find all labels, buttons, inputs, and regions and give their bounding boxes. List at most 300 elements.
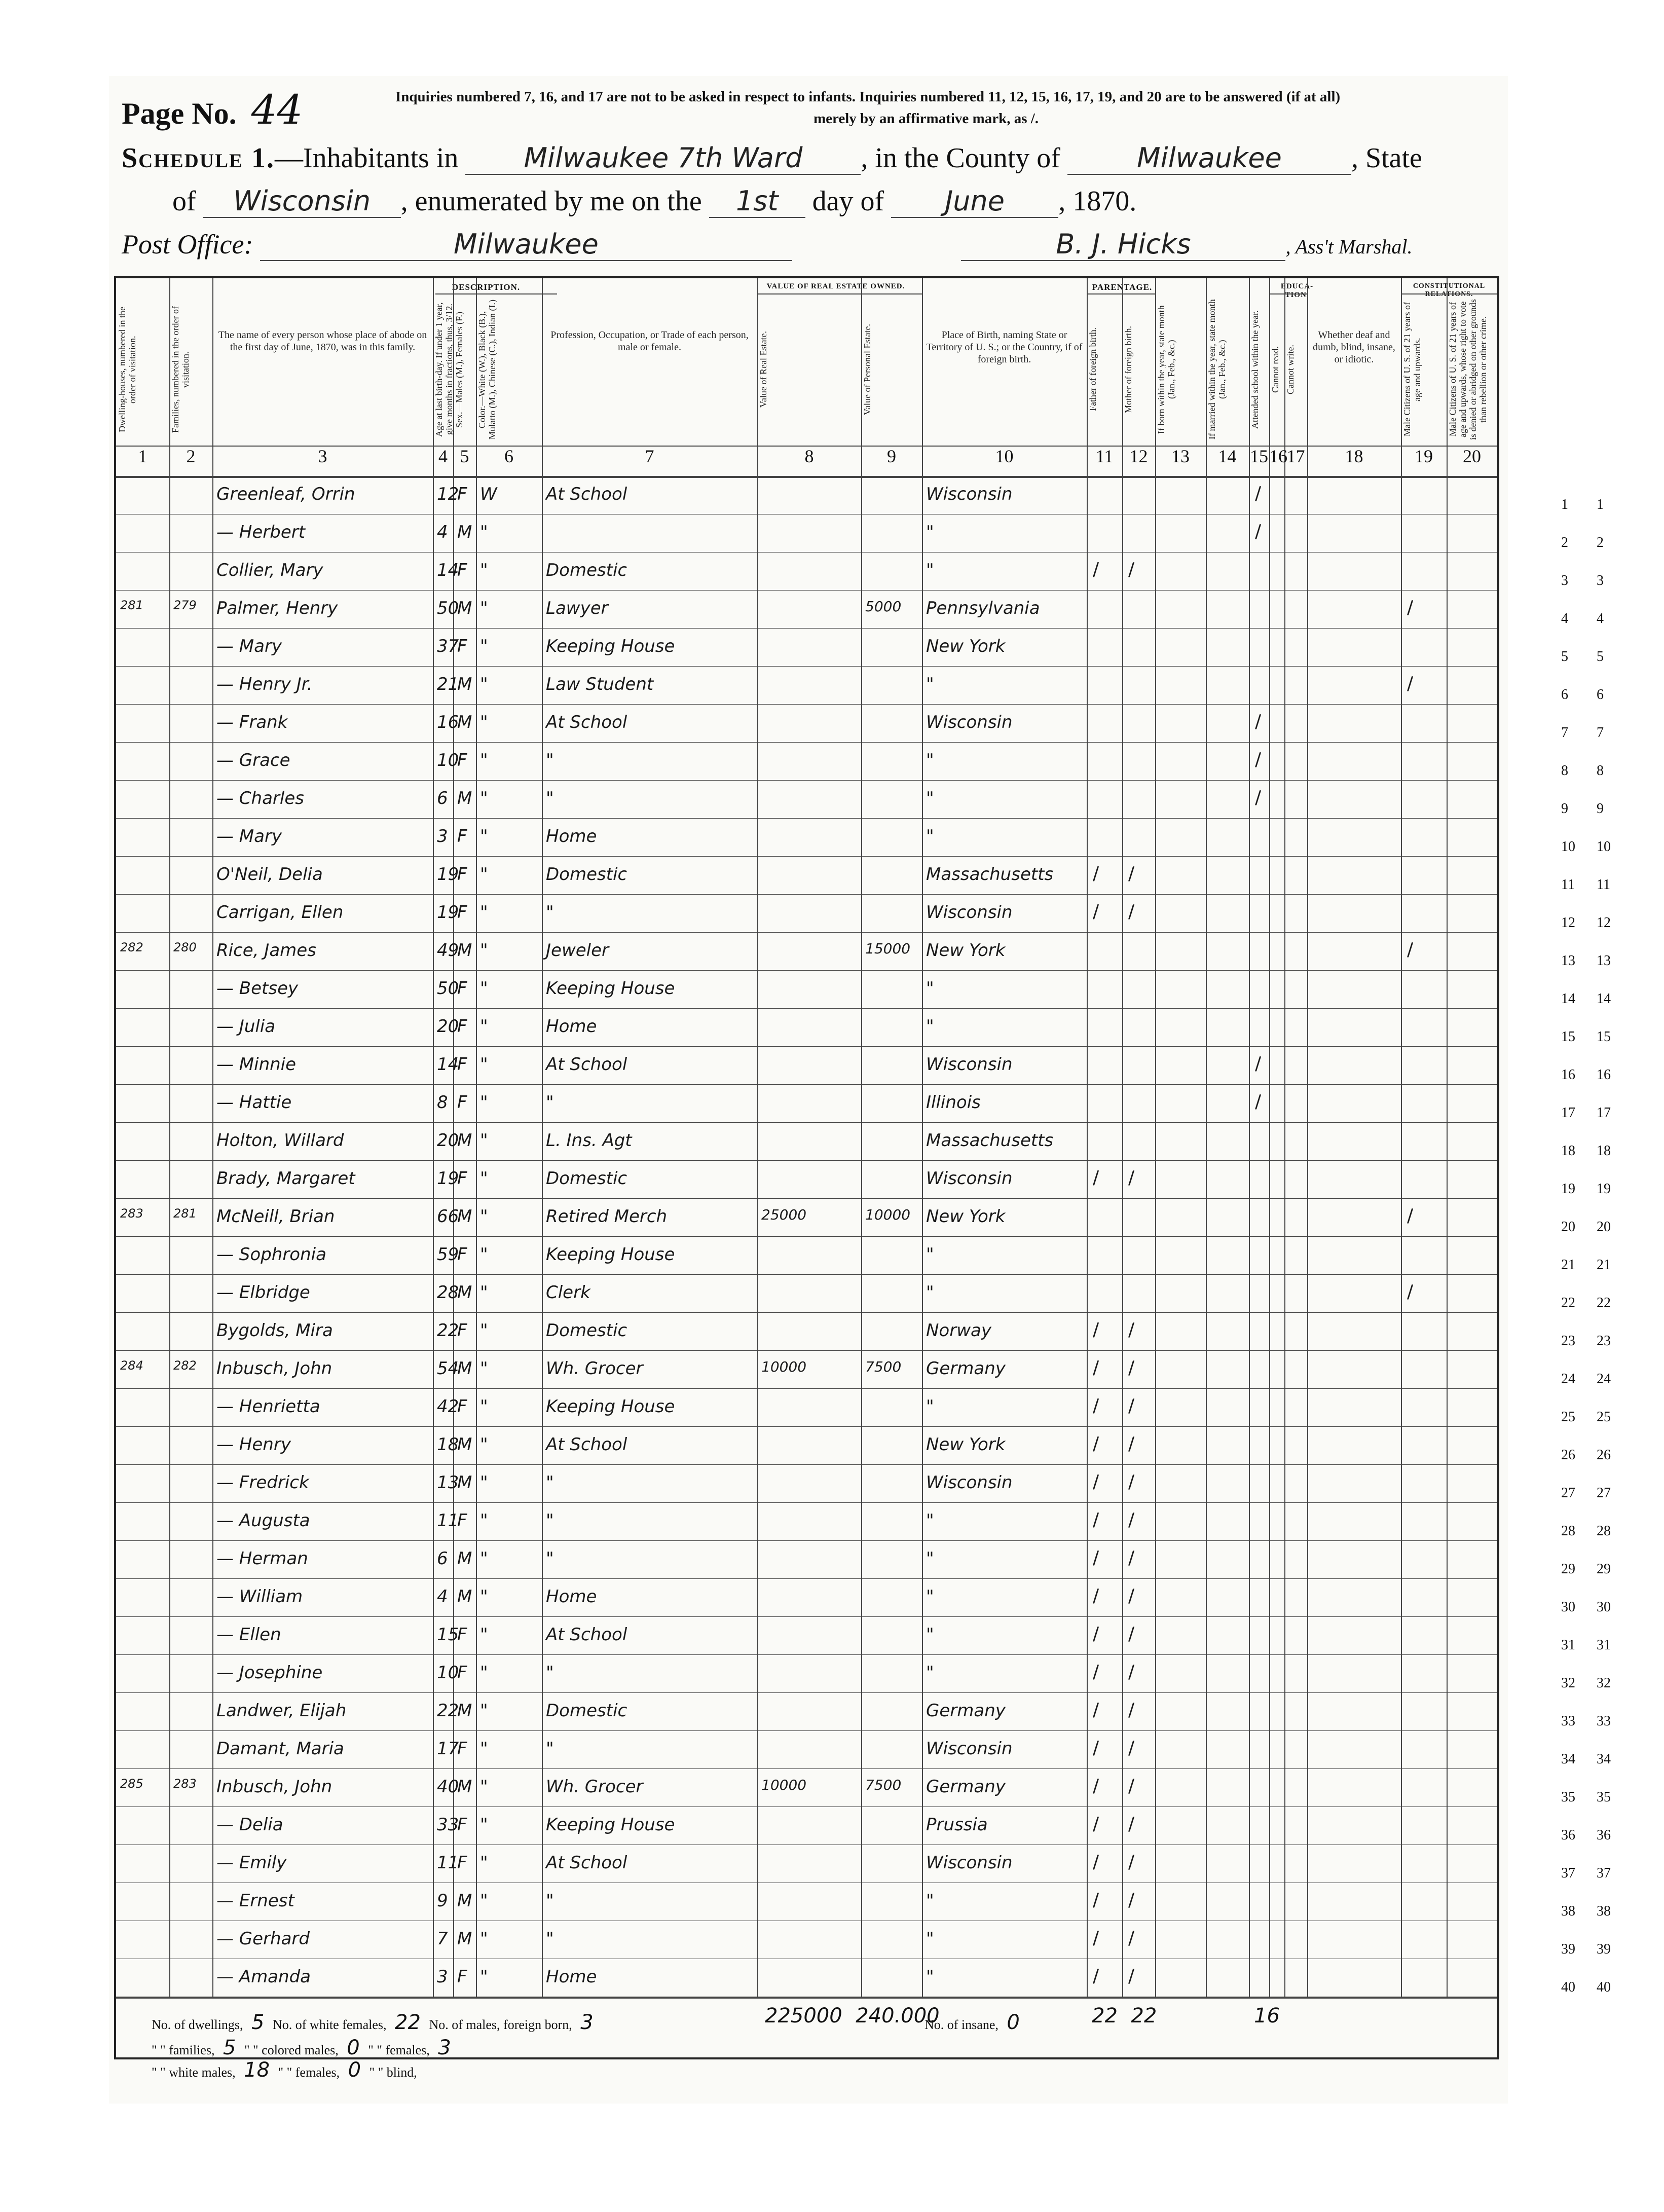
adjacent-row-number: 12: [1561, 915, 1575, 931]
mother-foreign-mark: /: [1128, 1509, 1135, 1530]
age: 3: [437, 826, 448, 846]
person-name: — Henry Jr.: [216, 674, 313, 694]
father-foreign-mark: /: [1093, 1586, 1099, 1606]
person-name: — Mary: [216, 636, 282, 656]
adjacent-row-number: 31: [1597, 1637, 1611, 1653]
adjacent-row-number: 26: [1597, 1447, 1611, 1463]
occupation: ": [546, 750, 554, 770]
post-office-value: Milwaukee: [260, 228, 792, 261]
column-header-19: Male Citizens of U. S. of 21 years of age and upwards.: [1402, 302, 1422, 437]
mother-foreign-mark: /: [1128, 559, 1135, 580]
father-foreign-mark: /: [1093, 1700, 1099, 1720]
families-count: 5: [223, 2036, 236, 2059]
color: ": [480, 1815, 488, 1835]
sex: F: [457, 1016, 467, 1037]
column-number-4: 4: [438, 446, 448, 466]
adjacent-row-number: 25: [1597, 1409, 1611, 1425]
column-divider: [1447, 278, 1448, 1997]
age: 22: [437, 1701, 459, 1721]
column-number-7: 7: [645, 446, 654, 466]
age: 14: [437, 1054, 459, 1075]
adjacent-row-number: 38: [1597, 1903, 1611, 1919]
age: 18: [437, 1434, 459, 1455]
adjacent-row-number: 32: [1561, 1675, 1575, 1691]
adjacent-row-number: 36: [1597, 1827, 1611, 1843]
father-foreign-mark: /: [1093, 1319, 1099, 1340]
occupation: L. Ins. Agt: [546, 1130, 632, 1151]
column-header-13: If born within the year, state month (Jan., Feb., &c.): [1156, 305, 1176, 434]
person-name: — Ellen: [216, 1625, 281, 1645]
personal-estate-value: 15000: [865, 940, 911, 957]
birthplace: ": [926, 1510, 934, 1531]
adjacent-row-number: 1: [1561, 497, 1568, 512]
mother-foreign-mark: /: [1128, 1586, 1135, 1606]
color: ": [480, 1891, 488, 1911]
mother-foreign-mark: /: [1128, 863, 1135, 884]
person-name: — Charles: [216, 788, 304, 808]
color: ": [480, 1587, 488, 1607]
adjacent-row-number: 39: [1597, 1941, 1611, 1957]
person-name: — Josephine: [216, 1663, 323, 1683]
row-divider: [116, 780, 1497, 781]
sex: F: [457, 1739, 467, 1759]
column-header-7: Profession, Occupation, or Trade of each person, male or female.: [550, 329, 749, 353]
column-divider: [922, 278, 923, 1997]
age: 4: [437, 1587, 448, 1607]
sex: M: [457, 1130, 472, 1151]
occupation: ": [546, 1092, 554, 1113]
blind-label: " " blind,: [369, 2065, 417, 2080]
colored-males-label: " " colored males,: [244, 2043, 339, 2057]
person-name: O'Neil, Delia: [216, 864, 323, 884]
row-divider: [116, 1692, 1497, 1693]
father-foreign-mark: /: [1093, 901, 1099, 922]
age: 4: [437, 522, 448, 542]
father-foreign-mark: /: [1093, 1167, 1099, 1188]
row-divider: [116, 590, 1497, 591]
color: ": [480, 1092, 488, 1113]
marshal-label: , Ass't Marshal.: [1285, 235, 1413, 258]
adjacent-row-number: 7: [1597, 725, 1604, 741]
color: ": [480, 1472, 488, 1493]
column-number-13: 13: [1171, 446, 1190, 466]
adjacent-row-number: 8: [1597, 763, 1604, 779]
birthplace: ": [926, 1663, 934, 1683]
state-value: Wisconsin: [203, 185, 401, 218]
column-header-12: Mother of foreign birth.: [1123, 326, 1133, 413]
enumerated-text: , enumerated by me on the: [400, 186, 702, 217]
column-divider: [169, 278, 170, 1997]
adjacent-row-number: 34: [1597, 1751, 1611, 1767]
age: 21: [437, 674, 459, 694]
adjacent-row-number: 16: [1561, 1067, 1575, 1083]
sex: M: [457, 1434, 472, 1455]
birthplace: ": [926, 1587, 934, 1607]
schedule-line: [122, 142, 1422, 175]
column-divider: [1206, 278, 1207, 1997]
header-divider: [116, 476, 1497, 478]
adjacent-row-number: 15: [1561, 1029, 1575, 1045]
adjacent-row-number: 23: [1597, 1333, 1611, 1349]
occupation: Keeping House: [546, 636, 675, 656]
column-number-14: 14: [1218, 446, 1237, 466]
row-divider: [116, 1084, 1497, 1085]
birthplace: New York: [926, 1206, 1006, 1227]
footer-line-2: [152, 2036, 456, 2059]
column-header-17: Cannot write.: [1285, 345, 1296, 394]
row-divider: [116, 856, 1497, 857]
adjacent-row-number: 13: [1597, 953, 1611, 969]
person-name: Brady, Margaret: [216, 1168, 355, 1189]
adjacent-row-number: 3: [1597, 573, 1604, 588]
occupation: Keeping House: [546, 978, 675, 999]
real-estate-total: 225000: [765, 2004, 842, 2027]
adjacent-row-number: 11: [1597, 877, 1610, 893]
age: 54: [437, 1358, 459, 1379]
person-name: — Fredrick: [216, 1472, 309, 1493]
age: 17: [437, 1739, 459, 1759]
age: 13: [437, 1472, 459, 1493]
age: 15: [437, 1625, 459, 1645]
personal-estate-value: 5000: [865, 598, 902, 615]
adjacent-row-number: 2: [1561, 535, 1568, 550]
adjacent-row-number: 19: [1597, 1181, 1611, 1197]
sex: F: [457, 750, 467, 770]
family-number: 280: [173, 940, 197, 954]
footer-line-1: [152, 2011, 599, 2034]
color: ": [480, 1929, 488, 1949]
family-number: 282: [173, 1358, 197, 1373]
column-number-12: 12: [1129, 446, 1148, 466]
row-divider: [116, 1426, 1497, 1427]
color: ": [480, 1320, 488, 1341]
age: 50: [437, 598, 459, 618]
age: 42: [437, 1396, 459, 1417]
adjacent-row-number: 24: [1597, 1371, 1611, 1387]
person-name: — Delia: [216, 1815, 283, 1835]
column-number-16: 16: [1269, 446, 1287, 466]
column-header-3: The name of every person whose place of abode on the first day of June, 1870, was in this family.: [218, 329, 427, 353]
column-header-15: Attended school within the year.: [1250, 310, 1260, 429]
occupation: Home: [546, 1967, 597, 1987]
mother-foreign-mark: /: [1128, 1395, 1135, 1416]
row-divider: [116, 1160, 1497, 1161]
person-name: Damant, Maria: [216, 1739, 344, 1759]
sex: F: [457, 484, 467, 504]
adjacent-row-number: 15: [1597, 1029, 1611, 1045]
sex: M: [457, 1549, 472, 1569]
school-total: 16: [1254, 2004, 1280, 2027]
age: 16: [437, 712, 459, 732]
age: 22: [437, 1320, 459, 1341]
father-foreign-mark: /: [1093, 1928, 1099, 1948]
real-estate-value: 10000: [761, 1358, 807, 1375]
person-name: McNeill, Brian: [216, 1206, 335, 1227]
citizen-mark: /: [1407, 673, 1414, 694]
birthplace: Germany: [926, 1701, 1006, 1721]
sex: F: [457, 902, 467, 923]
birthplace: ": [926, 1396, 934, 1417]
color: ": [480, 1396, 488, 1417]
color: ": [480, 1282, 488, 1303]
schedule-label: Schedule 1.: [122, 142, 275, 174]
sex: M: [457, 1282, 472, 1303]
occupation: Domestic: [546, 1320, 627, 1341]
birthplace: Wisconsin: [926, 1472, 1013, 1493]
birthplace: Wisconsin: [926, 902, 1013, 923]
color: ": [480, 1016, 488, 1037]
adjacent-row-number: 3: [1561, 573, 1568, 588]
color: ": [480, 864, 488, 884]
group-underline: [1269, 293, 1307, 294]
sex: M: [457, 712, 472, 732]
inhabitants-text: —Inhabitants in: [275, 142, 459, 174]
adjacent-row-number: 33: [1597, 1713, 1611, 1729]
sex: M: [457, 1891, 472, 1911]
birthplace: ": [926, 1967, 934, 1987]
column-header-11: Father of foreign birth.: [1088, 327, 1098, 412]
families-label: " " families,: [152, 2043, 215, 2057]
birthplace: Illinois: [926, 1092, 981, 1113]
colored-females-label: " " females,: [278, 2065, 340, 2080]
group-constitutional: CONSTITUTIONAL RELATIONS.: [1413, 282, 1486, 298]
adjacent-row-number: 24: [1561, 1371, 1575, 1387]
school-mark: /: [1255, 1091, 1262, 1112]
adjacent-row-number: 10: [1561, 839, 1575, 855]
mother-foreign-mark: /: [1128, 1167, 1135, 1188]
age: 49: [437, 940, 459, 961]
age: 20: [437, 1130, 459, 1151]
person-name: Greenleaf, Orrin: [216, 484, 355, 504]
adjacent-row-number: 21: [1597, 1257, 1611, 1273]
citizen-mark: /: [1407, 939, 1414, 960]
birthplace: Wisconsin: [926, 484, 1013, 504]
column-number-15: 15: [1250, 446, 1268, 466]
row-divider: [116, 894, 1497, 895]
group-description: DESCRIPTION.: [452, 282, 521, 292]
family-number: 281: [173, 1206, 197, 1221]
row-divider: [116, 1464, 1497, 1465]
column-divider: [212, 278, 213, 1997]
father-foreign-mark: /: [1093, 1814, 1099, 1834]
personal-estate-value: 7500: [865, 1358, 902, 1375]
column-header-6: Color.—White (W.), Black (B.), Mulatto (M.), Chinese (C.), Indian (I.): [477, 300, 497, 439]
occupation: At School: [546, 484, 627, 504]
birthplace: ": [926, 522, 934, 542]
color: ": [480, 1853, 488, 1873]
family-number: 283: [173, 1777, 197, 1791]
row-divider: [116, 1236, 1497, 1237]
adjacent-row-number: 6: [1561, 687, 1568, 703]
sex: F: [457, 1320, 467, 1341]
row-divider: [116, 1540, 1497, 1541]
school-mark: /: [1255, 521, 1262, 542]
state-text: , State: [1351, 142, 1422, 174]
age: 10: [437, 750, 459, 770]
age: 19: [437, 902, 459, 923]
age: 33: [437, 1815, 459, 1835]
color: ": [480, 788, 488, 808]
birthplace: New York: [926, 1434, 1006, 1455]
group-real-estate: VALUE OF REAL ESTATE OWNED.: [766, 282, 905, 290]
row-divider: [116, 1350, 1497, 1351]
adjacent-row-number: 25: [1561, 1409, 1575, 1425]
birthplace: ": [926, 750, 934, 770]
adjacent-row-number: 6: [1597, 687, 1604, 703]
row-divider: [116, 1578, 1497, 1579]
age: 14: [437, 560, 459, 580]
row-divider: [116, 628, 1497, 629]
person-name: Landwer, Elijah: [216, 1701, 347, 1721]
column-number-3: 3: [318, 446, 327, 466]
occupation: Wh. Grocer: [546, 1777, 643, 1797]
group-underline: [435, 293, 557, 294]
family-number: 279: [173, 598, 197, 612]
column-header-8: Value of Real Estate.: [758, 331, 768, 408]
white-females-label: No. of white females,: [273, 2017, 387, 2032]
person-name: Inbusch, John: [216, 1358, 332, 1379]
color: ": [480, 1549, 488, 1569]
page-number-value: 44: [251, 86, 303, 133]
birthplace: ": [926, 978, 934, 999]
color: ": [480, 1510, 488, 1531]
mother-foreign-mark: /: [1128, 1357, 1135, 1378]
males-foreign-label: No. of males, foreign born,: [429, 2017, 572, 2032]
row-divider: [116, 970, 1497, 971]
group-underline: [1401, 293, 1497, 294]
column-divider: [433, 278, 434, 1997]
day-value: 1st: [709, 185, 805, 218]
adjacent-row-number: 38: [1561, 1903, 1575, 1919]
adjacent-row-number: 33: [1561, 1713, 1575, 1729]
sex: F: [457, 1510, 467, 1531]
father-foreign-mark: /: [1093, 1662, 1099, 1682]
color: ": [480, 1130, 488, 1151]
adjacent-row-number: 32: [1597, 1675, 1611, 1691]
column-number-19: 19: [1415, 446, 1433, 466]
month-value: June: [891, 185, 1058, 218]
school-mark: /: [1255, 711, 1262, 732]
adjacent-row-number: 37: [1561, 1865, 1575, 1881]
occupation: ": [546, 1929, 554, 1949]
color: ": [480, 712, 488, 732]
person-name: — Julia: [216, 1016, 276, 1037]
sex: F: [457, 864, 467, 884]
occupation: Domestic: [546, 560, 627, 580]
sex: M: [457, 1777, 472, 1797]
group-underline: [1087, 293, 1155, 294]
real-estate-value: 10000: [761, 1777, 807, 1793]
color: ": [480, 1739, 488, 1759]
birthplace: ": [926, 1016, 934, 1037]
dwelling-number: 283: [120, 1206, 143, 1221]
person-name: — Sophronia: [216, 1244, 326, 1265]
column-divider: [1269, 278, 1270, 1997]
females-label: " " females,: [368, 2043, 430, 2057]
adjacent-row-number: 11: [1561, 877, 1575, 893]
occupation: At School: [546, 1054, 627, 1075]
mother-foreign-mark: /: [1128, 1662, 1135, 1682]
column-divider: [542, 278, 543, 1997]
person-name: — Amanda: [216, 1967, 311, 1987]
mother-foreign-mark: /: [1128, 1700, 1135, 1720]
sex: M: [457, 1358, 472, 1379]
school-mark: /: [1255, 483, 1262, 504]
sex: F: [457, 1244, 467, 1265]
mother-foreign-mark: /: [1128, 1738, 1135, 1758]
birthplace: ": [926, 1244, 934, 1265]
page-number: [122, 86, 303, 133]
column-header-5: Sex.—Males (M.), Females (F.): [454, 311, 464, 428]
personal-estate-value: 7500: [865, 1777, 902, 1793]
adjacent-row-number: 21: [1561, 1257, 1575, 1273]
person-name: — Hattie: [216, 1092, 292, 1113]
adjacent-row-number: 29: [1561, 1561, 1575, 1577]
mother-foreign-mark: /: [1128, 1928, 1135, 1948]
birthplace: Pennsylvania: [926, 598, 1040, 618]
age: 7: [437, 1929, 448, 1949]
color: ": [480, 1625, 488, 1645]
column-header-16: Cannot read.: [1270, 346, 1280, 393]
person-name: Holton, Willard: [216, 1130, 344, 1151]
census-table: [114, 276, 1499, 2082]
color: ": [480, 636, 488, 656]
person-name: Carrigan, Ellen: [216, 902, 344, 923]
person-name: — Grace: [216, 750, 290, 770]
adjacent-row-number: 17: [1597, 1105, 1611, 1121]
adjacent-row-number: 20: [1561, 1219, 1575, 1235]
adjacent-row-number: 5: [1597, 649, 1604, 665]
adjacent-row-number: 19: [1561, 1181, 1575, 1197]
column-number-8: 8: [804, 446, 814, 466]
adjacent-row-number: 10: [1597, 839, 1611, 855]
white-females-count: 22: [395, 2011, 421, 2034]
dwelling-number: 285: [120, 1777, 143, 1791]
age: 19: [437, 1168, 459, 1189]
mother-foreign-mark: /: [1128, 1471, 1135, 1492]
color: ": [480, 978, 488, 999]
color: W: [480, 484, 497, 504]
enumeration-line: [172, 185, 1136, 218]
fathers-total: 22: [1092, 2004, 1118, 2027]
occupation: ": [546, 902, 554, 923]
father-foreign-mark: /: [1093, 1509, 1099, 1530]
person-name: — Henry: [216, 1434, 291, 1455]
occupation: Jeweler: [546, 940, 609, 961]
column-divider: [1249, 278, 1250, 1997]
birthplace: Wisconsin: [926, 1739, 1013, 1759]
column-divider: [1122, 278, 1123, 1997]
occupation: Lawyer: [546, 598, 608, 618]
adjacent-row-number: 27: [1597, 1485, 1611, 1501]
row-divider: [116, 1654, 1497, 1655]
father-foreign-mark: /: [1093, 1471, 1099, 1492]
birthplace: Germany: [926, 1358, 1006, 1379]
age: 9: [437, 1891, 448, 1911]
adjacent-row-number: 20: [1597, 1219, 1611, 1235]
column-number-11: 11: [1095, 446, 1114, 466]
color: ": [480, 1244, 488, 1265]
instruction-note-2: merely by an affirmative mark, as /.: [813, 110, 1039, 127]
adjacent-row-number: 16: [1597, 1067, 1611, 1083]
age: 12: [437, 484, 459, 504]
sex: M: [457, 598, 472, 618]
sex: F: [457, 636, 467, 656]
sex: F: [457, 1663, 467, 1683]
birthplace: Massachusetts: [926, 864, 1054, 884]
color: ": [480, 940, 488, 961]
page-label: Page No.: [122, 97, 237, 130]
